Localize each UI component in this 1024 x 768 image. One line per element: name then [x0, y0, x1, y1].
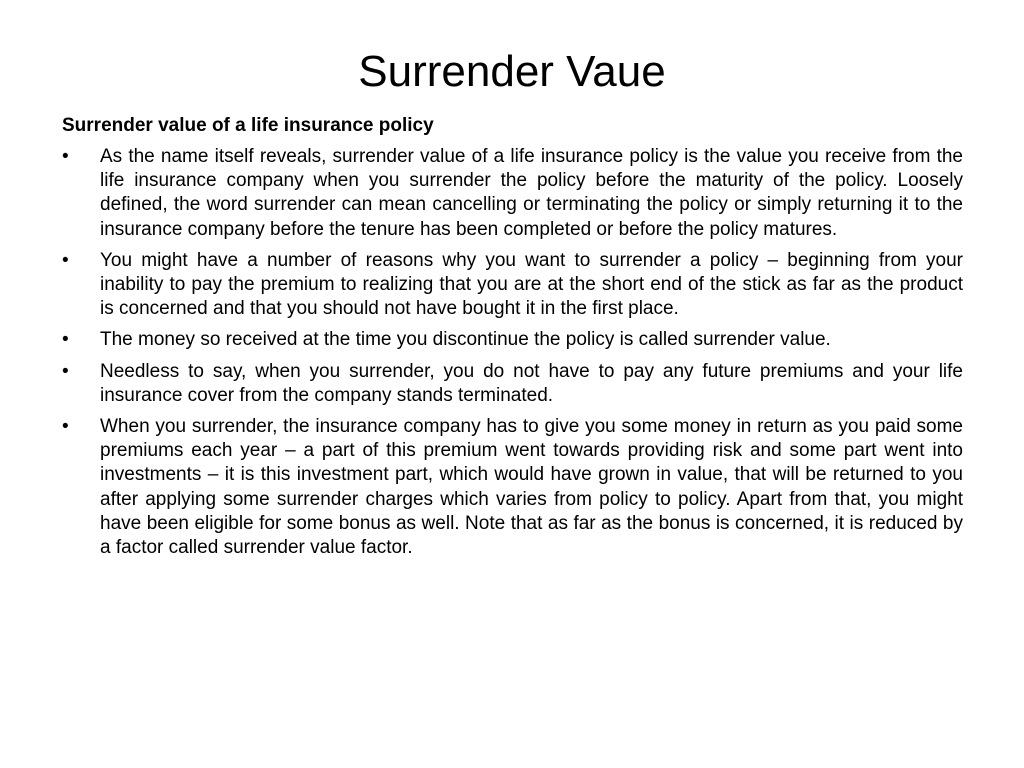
bullet-list: [62, 145, 963, 560]
slide-title: Surrender Vaue: [358, 47, 666, 96]
bullet-icon: •: [62, 360, 69, 382]
slide-content: [62, 114, 963, 567]
bullet-item: [62, 415, 963, 560]
bullet-item: [62, 145, 963, 242]
bullet-item: [62, 328, 963, 352]
bullet-text: You might have a number of reasons why you want to surrender a policy – beginning from your inability to pay the premium to realizing that you are at the short end of the stick as far as the product is concerned and that you should not have bought it in the first place.: [100, 249, 963, 320]
bullet-icon: •: [62, 416, 69, 438]
bullet-text: The money so received at the time you discontinue the policy is called surrender value.: [100, 329, 831, 351]
subheading: Surrender value of a life insurance policy: [62, 115, 434, 136]
bullet-icon: •: [62, 329, 69, 351]
bullet-icon: •: [62, 146, 69, 167]
bullet-item: [62, 360, 963, 408]
bullet-text: Needless to say, when you surrender, you do not have to pay any future premiums and your life insurance cover from the company stands terminated.: [100, 360, 963, 406]
bullet-text: When you surrender, the insurance company has to give you some money in return as you paid some premiums each year – a part of this premium went towards providing risk and some part went into investments – it is this investment part, which would have grown in value, that will be returned to you after applying some surrender charges which varies from policy to policy. Apart from that, you might have been eligible for some bonus as well. Note that as far as the bonus is concerned, it is reduced by a factor called surrender value factor.: [100, 416, 963, 559]
bullet-icon: •: [62, 249, 69, 271]
bullet-item: [62, 249, 963, 322]
bullet-text: As the name itself reveals, surrender value of a life insurance policy is the value you receive from the life insurance company when you surrender the policy before the maturity of the policy. Loosely defined, the word surrender can mean cancelling or terminating the policy or simply returning it to the insurance company before the tenure has been completed or before the policy matures.: [100, 146, 963, 240]
